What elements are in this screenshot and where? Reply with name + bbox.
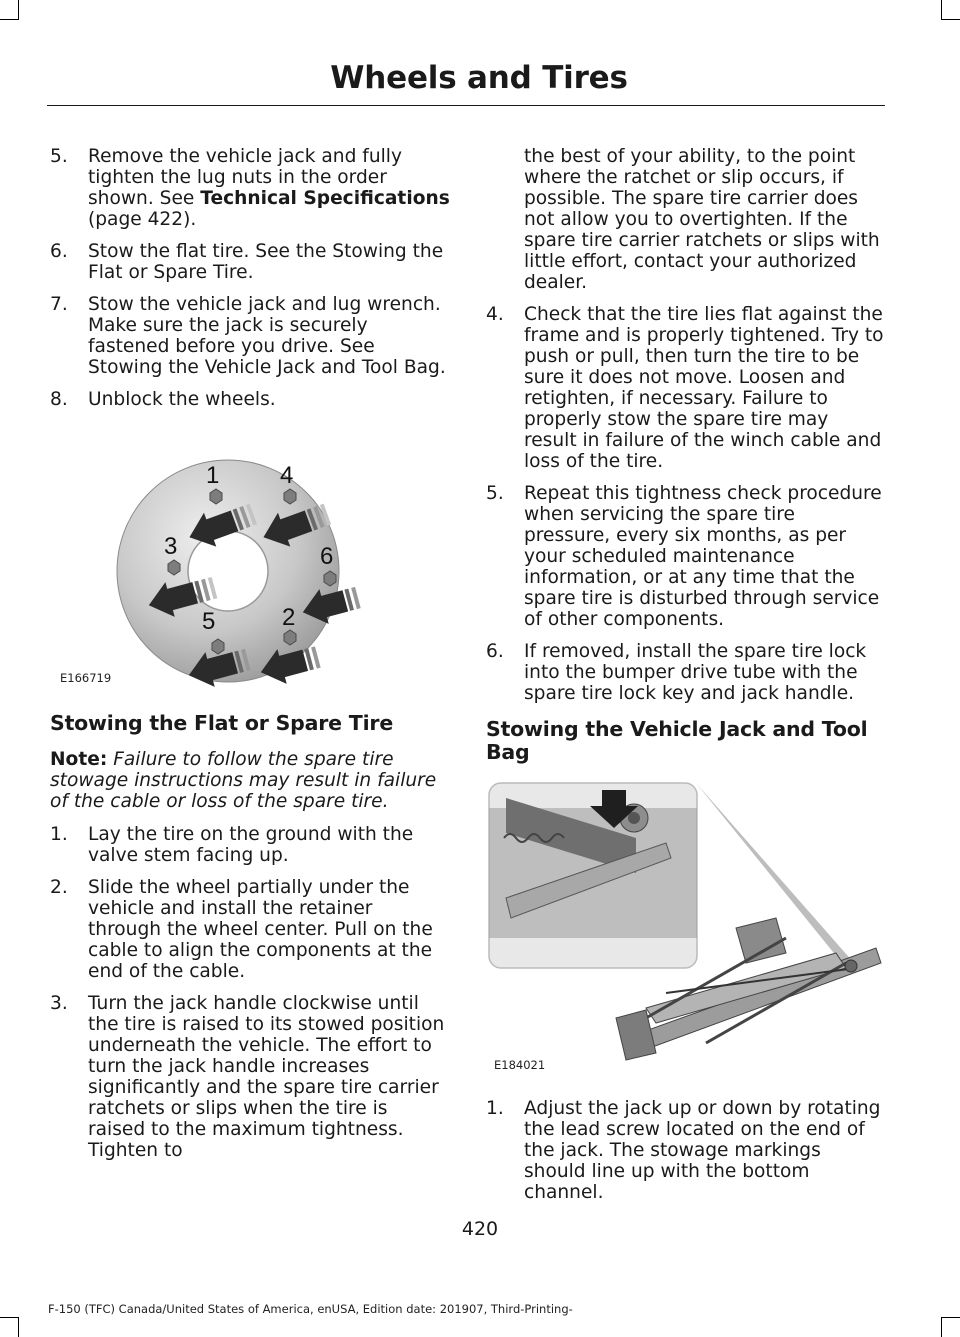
crop-mark bbox=[0, 1317, 19, 1318]
crop-mark bbox=[941, 1317, 960, 1318]
right-column bbox=[486, 146, 886, 1214]
step-text: Stow the vehicle jack and lug wrench. Make sure the jack is securely fastened before you drive. See Stowing the Vehicle Jack and Tool Bag. bbox=[88, 294, 446, 378]
step-text: If removed, install the spare tire lock into the bumper drive tube with the spare tire lock key and jack handle. bbox=[524, 641, 867, 704]
list-item bbox=[50, 241, 450, 283]
lug-order-label: 4 bbox=[280, 462, 294, 489]
technical-specifications-link[interactable]: Technical Specifications bbox=[200, 188, 450, 209]
step-number: 5. bbox=[50, 146, 68, 167]
lug-nut-icon bbox=[168, 560, 180, 575]
list-item bbox=[486, 304, 886, 472]
step-text: Remove the vehicle jack and fully tighten the lug nuts in the order shown. See bbox=[88, 146, 402, 209]
jack-stowage-figure bbox=[486, 778, 886, 1078]
list-item bbox=[486, 641, 886, 704]
list-item bbox=[50, 146, 450, 230]
steps-list-top bbox=[50, 146, 450, 410]
left-column bbox=[50, 146, 450, 1172]
figure-code: E166719 bbox=[60, 671, 112, 685]
note-label: Note: bbox=[50, 749, 108, 770]
jack-illustration bbox=[486, 778, 886, 1078]
step-text: (page 422). bbox=[88, 209, 197, 230]
step-number: 6. bbox=[486, 641, 504, 662]
step-number: 7. bbox=[50, 294, 68, 315]
step-number: 1. bbox=[50, 824, 68, 845]
list-item bbox=[486, 1098, 886, 1203]
lug-order-label: 2 bbox=[282, 604, 296, 631]
continuation-text: the best of your ability, to the point where the ratchet or slip occurs, if possible. The spare tire carrier does not allow you to overtighten. If the spare tire carrier ratchets or slips with little effort, contact your authorized dealer. bbox=[524, 146, 880, 293]
step-number: 1. bbox=[486, 1098, 504, 1119]
list-item bbox=[50, 993, 450, 1161]
step-text: Unblock the wheels. bbox=[88, 389, 276, 410]
header-rule bbox=[47, 105, 885, 106]
page-title: Wheels and Tires bbox=[330, 60, 628, 96]
step-text: Turn the jack handle clockwise until the tire is raised to its stowed position underneath the vehicle. The effort to turn the jack handle increases significantly and the spare tire carrier ratchets or slips when the tire is raised to the maximum tightness. Tighten to bbox=[88, 993, 445, 1161]
lug-nut-icon bbox=[210, 489, 222, 504]
lug-order-label: 6 bbox=[320, 543, 334, 570]
section-heading: Stowing the Flat or Spare Tire bbox=[50, 711, 394, 735]
note bbox=[50, 749, 450, 812]
wheel-hub-illustration bbox=[50, 421, 450, 696]
lug-nut-order-figure bbox=[50, 421, 450, 696]
step-text: Slide the wheel partially under the vehicle and install the retainer through the wheel center. Pull on the cable to align the components at the end of the cable. bbox=[88, 877, 433, 982]
note-text: Failure to follow the spare tire stowage instructions may result in failure of the cable or loss of the spare tire. bbox=[50, 749, 437, 812]
step-number: 3. bbox=[50, 993, 68, 1014]
lug-nut-icon bbox=[212, 639, 224, 654]
step-number: 6. bbox=[50, 241, 68, 262]
crop-mark bbox=[18, 0, 19, 20]
list-item bbox=[50, 389, 450, 410]
step-text: Stow the flat tire. See the Stowing the Flat or Spare Tire. bbox=[88, 241, 444, 283]
step-number: 2. bbox=[50, 877, 68, 898]
page-number: 420 bbox=[461, 1218, 499, 1240]
step-number: 8. bbox=[50, 389, 68, 410]
steps-list-right bbox=[486, 304, 886, 704]
list-item bbox=[486, 483, 886, 630]
step-text: Lay the tire on the ground with the valve stem facing up. bbox=[88, 824, 414, 866]
list-item bbox=[50, 877, 450, 982]
crop-mark bbox=[18, 1317, 19, 1337]
list-item bbox=[50, 294, 450, 378]
lug-order-label: 3 bbox=[164, 533, 178, 560]
step-text: Adjust the jack up or down by rotating the lead screw located on the end of the jack. The stowage markings should line up with the bottom channel. bbox=[524, 1098, 881, 1203]
crop-mark bbox=[0, 19, 19, 20]
lug-nut-icon bbox=[324, 571, 336, 586]
footer-edition-info: F-150 (TFC) Canada/United States of America, enUSA, Edition date: 201907, Third-Printing- bbox=[48, 1302, 573, 1316]
section-heading: Stowing the Vehicle Jack and Tool Bag bbox=[486, 717, 868, 764]
step-text: Check that the tire lies flat against the frame and is properly tightened. Try to push or pull, then turn the tire to be sure it does not move. Loosen and retighten, if necessary. Failure to properly stow the spare tire may result in failure of the winch cable and loss of the tire. bbox=[524, 304, 884, 472]
list-item bbox=[50, 824, 450, 866]
crop-mark bbox=[941, 19, 960, 20]
step-number: 5. bbox=[486, 483, 504, 504]
lug-nut-icon bbox=[284, 489, 296, 504]
lug-order-label: 1 bbox=[206, 462, 220, 489]
steps-list-bottom bbox=[50, 824, 450, 1161]
step-text: Repeat this tightness check procedure when servicing the spare tire pressure, every six months, as per your scheduled maintenance information, or at any time that the spare tire is disturbed through service of other components. bbox=[524, 483, 882, 630]
crop-mark bbox=[941, 1317, 942, 1337]
lug-nut-icon bbox=[284, 630, 296, 645]
steps-list-after bbox=[486, 1098, 886, 1203]
step-number: 4. bbox=[486, 304, 504, 325]
figure-code: E184021 bbox=[494, 1058, 546, 1072]
crop-mark bbox=[941, 0, 942, 20]
lug-order-label: 5 bbox=[202, 608, 216, 635]
